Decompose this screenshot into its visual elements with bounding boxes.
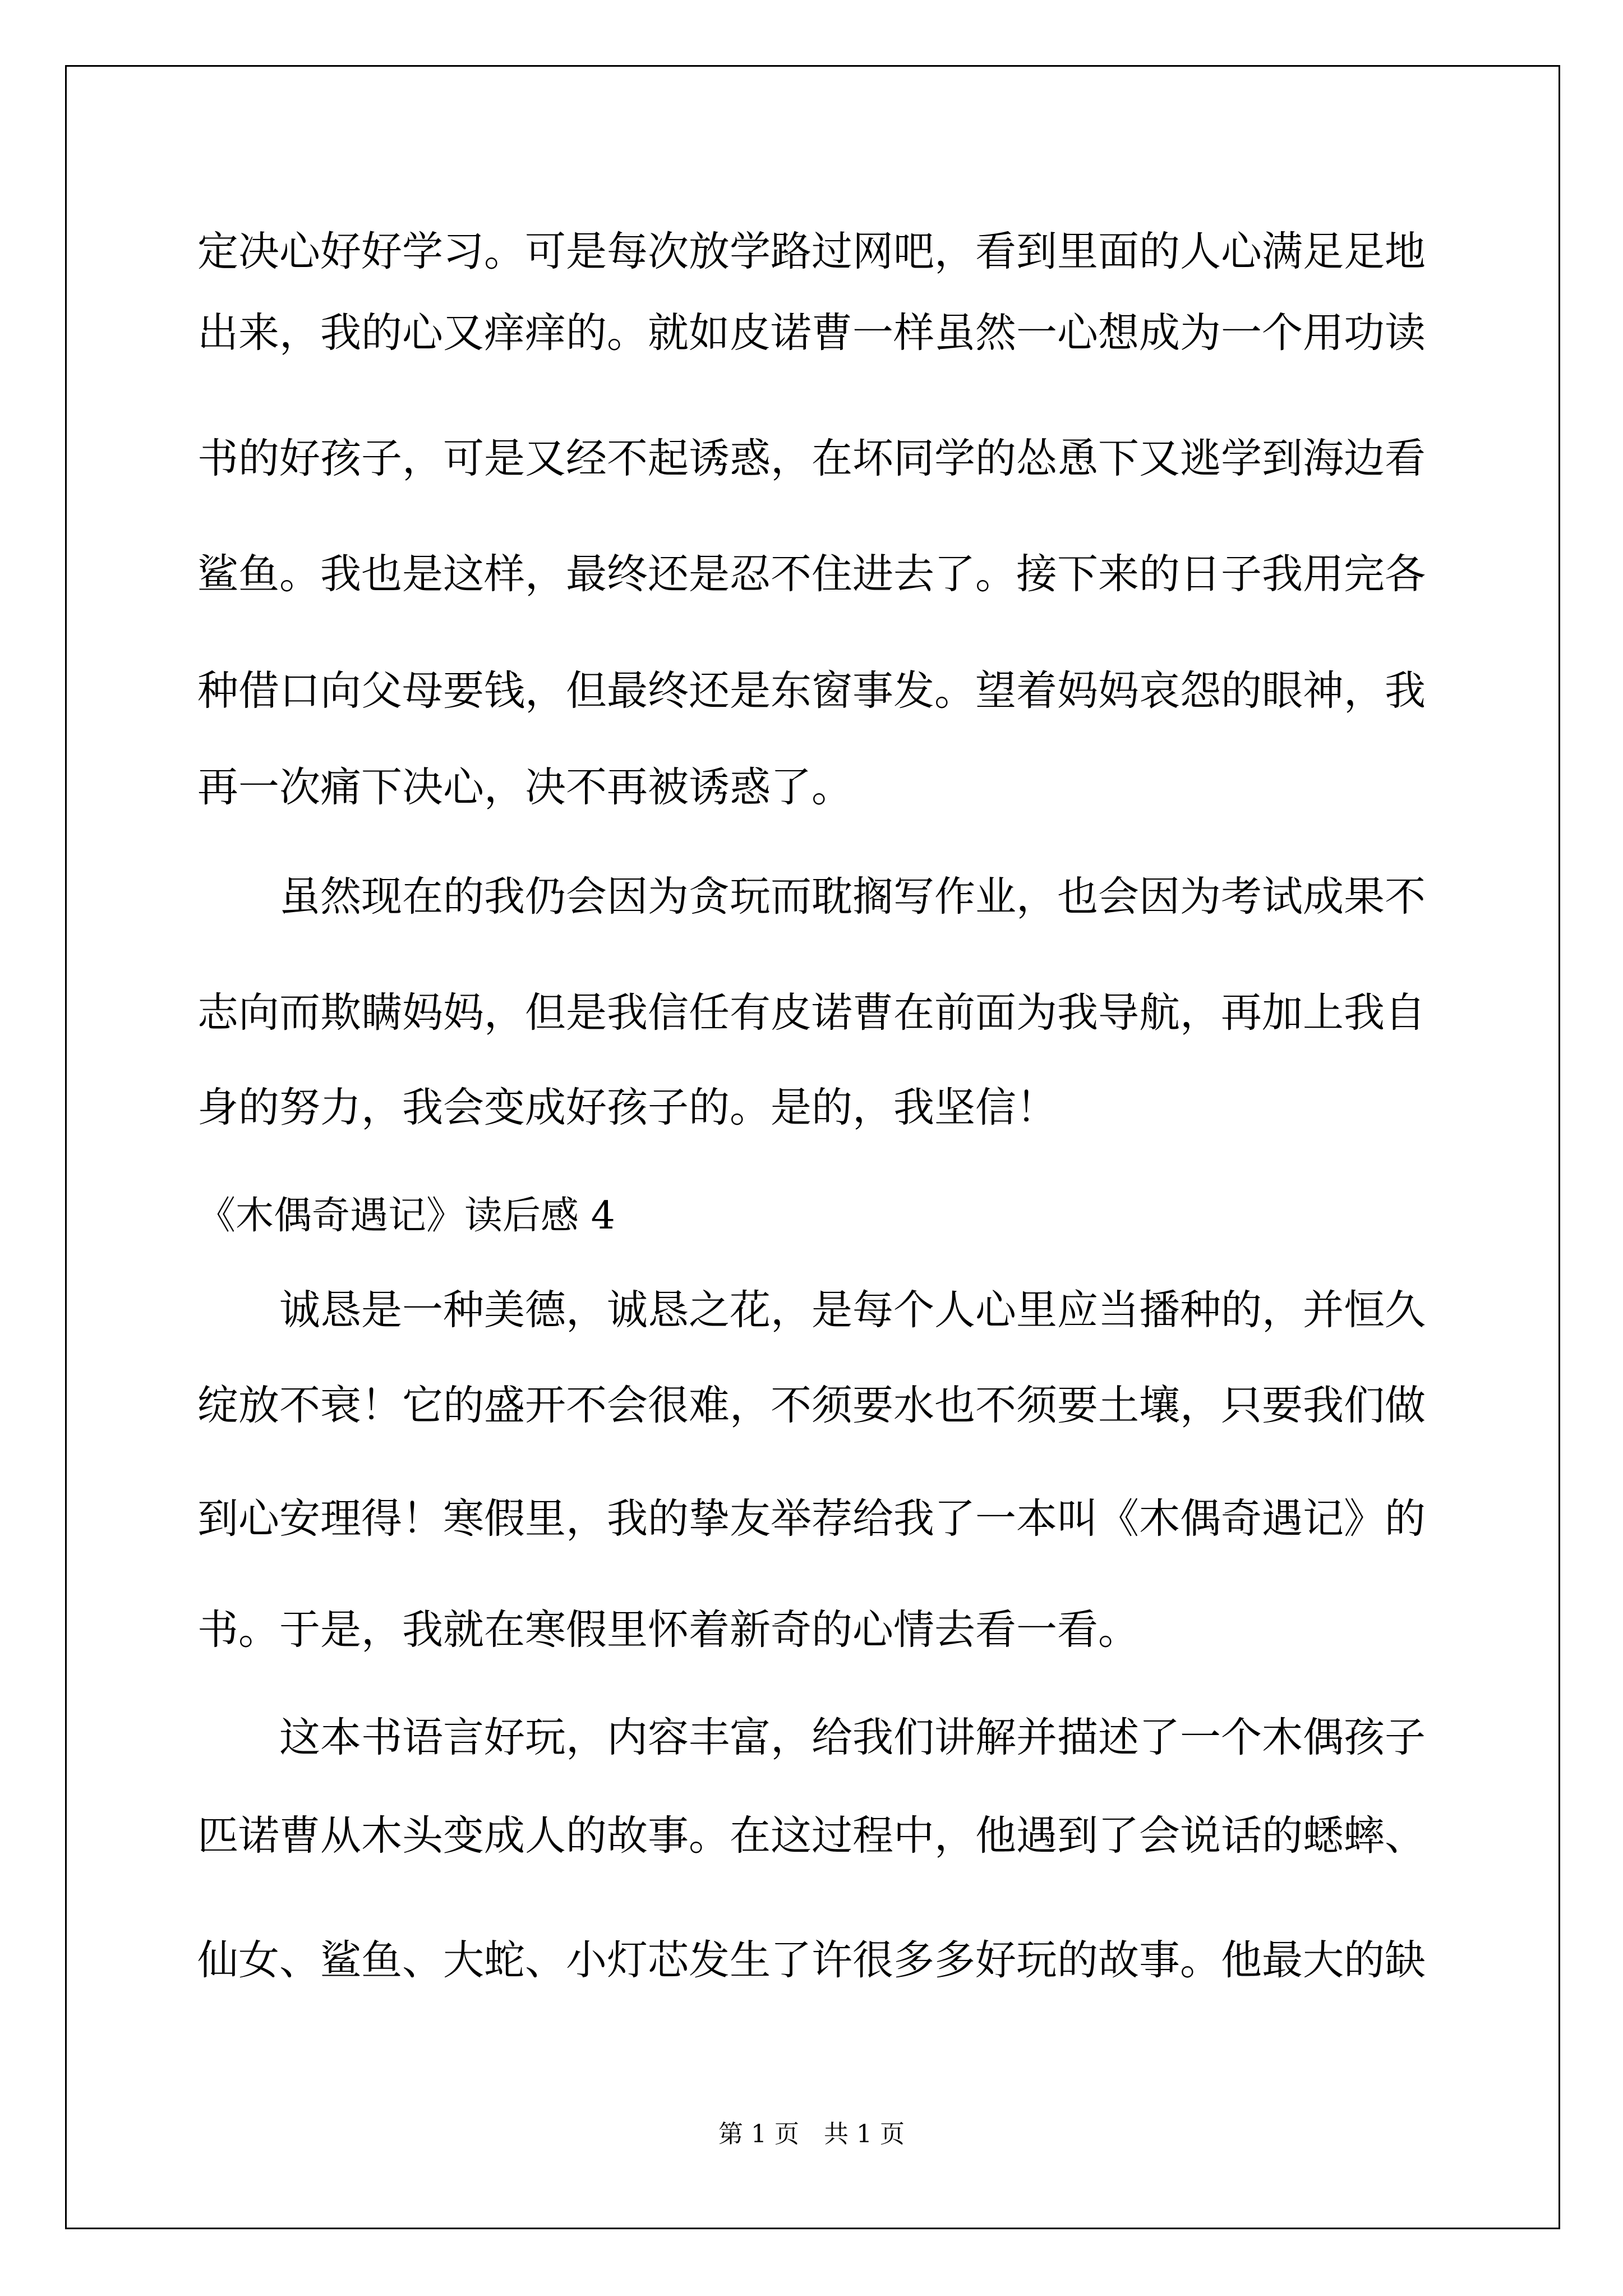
paragraph-3-line-3: 到心安理得！寒假里，我的挚友举荐给我了一本叫《木偶奇遇记》的 <box>197 1495 1426 1543</box>
text-line-3: 书的好孩子，可是又经不起诱惑，在坏同学的怂恿下又逃学到海边看 <box>197 435 1426 482</box>
paragraph-2-line-1: 虽然现在的我仍会因为贪玩而耽搁写作业，也会因为考试成果不 <box>279 873 1426 921</box>
text-line-1: 定决心好好学习。可是每次放学路过网吧，看到里面的人心满足足地 <box>197 228 1426 275</box>
paragraph-4-line-2: 匹诺曹从木头变成人的故事。在这过程中，他遇到了会说话的蟋蟀、 <box>197 1812 1426 1860</box>
paragraph-3-line-1: 诚恳是一种美德，诚恳之花，是每个人心里应当播种的，并恒久 <box>279 1286 1426 1334</box>
paragraph-2-line-3: 身的努力，我会变成好孩子的。是的，我坚信！ <box>197 1084 1057 1131</box>
page-border <box>65 65 1560 2229</box>
text-line-6: 再一次痛下决心，决不再被诱惑了。 <box>197 763 852 811</box>
paragraph-3-line-4: 书。于是，我就在寒假里怀着新奇的心情去看一看。 <box>197 1606 1139 1654</box>
paragraph-2-line-2: 志向而欺瞒妈妈，但是我信任有皮诺曹在前面为我导航，再加上我自 <box>197 989 1426 1037</box>
paragraph-4-line-3: 仙女、鲨鱼、大蛇、小灯芯发生了许很多多好玩的故事。他最大的缺 <box>197 1936 1426 1984</box>
paragraph-3-line-2: 绽放不衰！它的盛开不会很难，不须要水也不须要土壤，只要我们做 <box>197 1382 1426 1429</box>
section-heading: 《木偶奇遇记》读后感 4 <box>197 1194 615 1238</box>
page-footer: 第 1 页 共 1 页 <box>718 2120 905 2148</box>
text-line-4: 鲨鱼。我也是这样，最终还是忍不住进去了。接下来的日子我用完各 <box>197 550 1426 598</box>
text-line-5: 种借口向父母要钱，但最终还是东窗事发。望着妈妈哀怨的眼神，我 <box>197 667 1426 715</box>
paragraph-4-line-1: 这本书语言好玩，内容丰富，给我们讲解并描述了一个木偶孩子 <box>279 1714 1426 1761</box>
text-line-2: 出来，我的心又痒痒的。就如皮诺曹一样虽然一心想成为一个用功读 <box>197 309 1426 357</box>
